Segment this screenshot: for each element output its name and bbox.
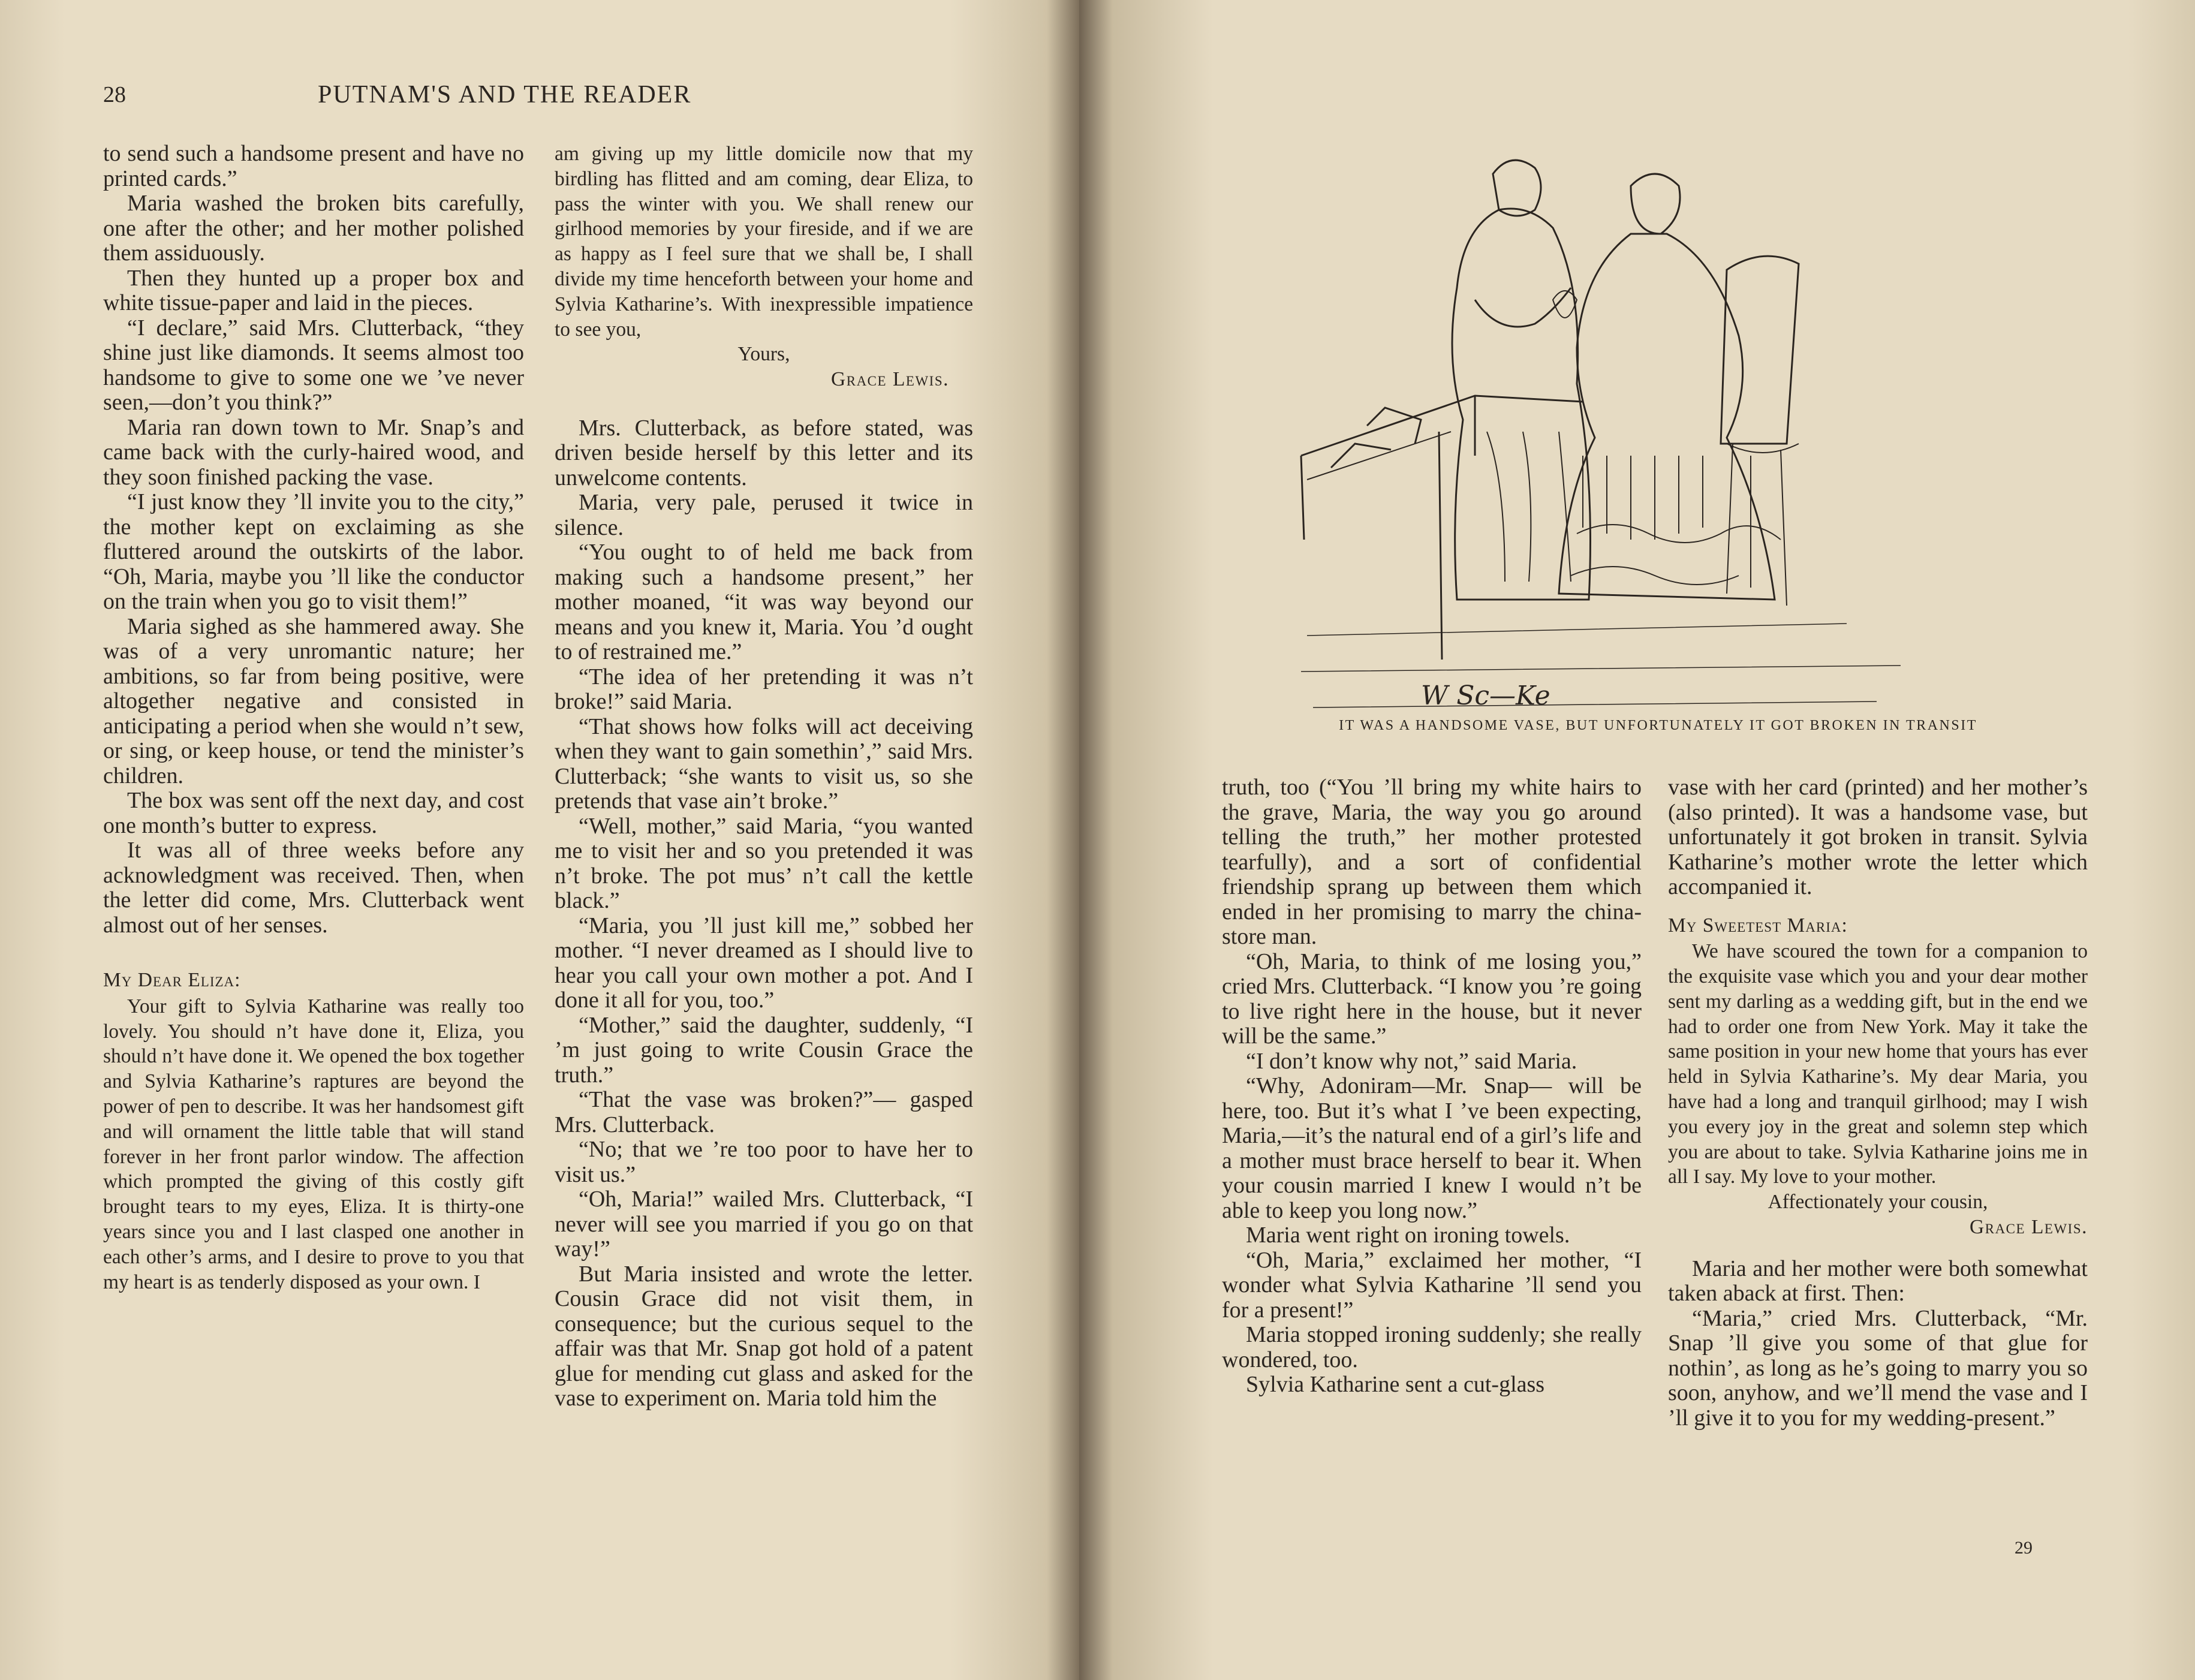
letter-continuation [555,141,973,392]
narrative-block [1668,775,2088,900]
paragraph: “I don’t know why not,” said Maria. [1246,1048,1577,1074]
paragraph: The box was sent off the next day, and cost one month’s butter to express. [103,788,524,838]
paragraph: “I declare,” said Mrs. Clutterback, “they shine just like diamonds. It seems almost too handsome to give to some one we ’ve never seen,—don’t you think?” [103,315,524,415]
narrative-block [103,141,524,938]
letter-signature: Grace Lewis. [1970,1216,2088,1239]
paragraph: “I just know they ’ll invite you to the city,” the mother kept on exclaiming as she fluttered around the outskirts of the labor. “Oh, Maria, maybe you ’ll like the conductor on the train when you go to visit them!” [103,489,524,614]
paragraph: “You ought to of held me back from making such a handsome present,” her mother moaned, “it was way beyond our means and you knew it, Maria. You ’d ought to of restrained me.” [555,540,973,665]
paragraph: Mrs. Clutterback, as before stated, was driven beside herself by this letter and its unwelcome contents. [555,415,973,490]
left-page [0,0,1079,1680]
paragraph: Maria and her mother were both somewhat taken aback at first. Then: [1668,1256,2088,1306]
paragraph: Sylvia Katharine sent a cut-glass [1246,1372,1545,1397]
narrative-block [555,416,973,1411]
letter-body [1668,939,2088,1190]
page-number: 29 [2015,1538,2033,1558]
letter-maria [1668,913,2088,1240]
paragraph: “Maria,” cried Mrs. Clutterback, “Mr. Snap ’ll give you some of that glue for nothin’, as long as he’s going to marry you so soon, anyhow, and we’ll mend the vase and I ’ll give it to you for my wedding-present.” [1668,1305,2088,1431]
page-number: 28 [103,82,126,107]
paragraph: “That shows how folks will act deceiving when they want to gain somethin’,” said Mrs. Clutterback; “she wants to visit us, so she pretends that vase ain’t broke.” [555,713,973,814]
paragraph: “Oh, Maria, to think of me losing you,” cried Mrs. Clutterback. “I know you ’re going to live right here in the house, but it never will be the same.” [1222,949,1642,1049]
paragraph: Maria went right on ironing towels. [1246,1223,1570,1248]
letter-body-cont [555,141,973,342]
letter-body [103,994,524,1295]
artist-signature: W Sc—Ke [1421,681,1550,711]
paragraph: “That the vase was broken?”— gasped Mrs. Clutterback. [555,1087,973,1137]
paragraph: “Well, mother,” said Maria, “you wanted me to visit her and so you pretended it was n’t broke. The pot mus’ n’t call the kettle black.” [555,813,973,914]
paragraph: Maria, very pale, perused it twice in silence. [555,490,973,540]
running-head: PUTNAM'S AND THE READER [318,81,692,109]
illustration [1295,120,1919,719]
letter-salutation: My Sweetest Maria: [1668,914,1848,937]
engraving-two-women-icon [1295,120,1919,719]
paragraph: vase with her card (printed) and her mother’s (also printed). It was a handsome vase, but unfortunately it got broken in transit. Sylvia Katharine’s mother wrote the letter which accompanied it. [1668,775,2088,899]
paragraph: Maria washed the broken bits carefully, one after the other; and her mother polished them assiduously. [103,191,524,266]
letter-closing: Yours, [737,343,790,366]
illustration-caption: IT WAS A HANDSOME VASE, BUT UNFORTUNATELY IT GOT BROKEN IN TRANSIT [1339,718,1977,733]
paragraph: It was all of three weeks before any acknowledgment was received. Then, when the letter did come, Mrs. Clutterback went almost out of her senses. [103,838,524,938]
paragraph: “Maria, you ’ll just kill me,” sobbed her mother. “I never dreamed as I should live to hear you call your own mother a pot. And I done it all for you, too.” [555,913,973,1013]
letter-salutation: My Dear Eliza: [103,969,241,991]
paragraph: Your gift to Sylvia Katharine was really too lovely. You should n’t have done it, Eliza, you should n’t have done it. We opened the box together and Sylvia Katharine’s raptures are beyond the power of pen to describe. It was her handsomest gift and will ornament the little table that will stand forever in her front parlor window. The affection which prompted the giving of this costly gift brought tears to my eyes, Eliza. It is thirty-one years since you and I last clasped one another in each other’s arms, and I desire to prove to you that my heart is as tenderly disposed as your own. I [103,995,524,1293]
narrative-block [1222,775,1642,1398]
paragraph: truth, too (“You ’ll bring my white hairs to the grave, Maria, the way you go around telling the truth,” her mother protested tearfully), and a sort of confidential friendship sprang up between them which ended in her promising to marry the china-store man. [1222,775,1642,949]
left-column-1 [103,141,524,1294]
paragraph: Maria stopped ironing suddenly; she really wondered, too. [1222,1322,1642,1372]
right-column-2 [1668,775,2088,1431]
letter-closing: Affectionately your cousin, [1768,1191,1988,1214]
paragraph: Then they hunted up a proper box and white tissue-paper and laid in the pieces. [103,265,524,315]
paragraph: “Oh, Maria!” wailed Mrs. Clutterback, “I never will see you married if you go on that way!” [555,1187,973,1262]
narrative-block [1668,1257,2088,1431]
paragraph: Maria ran down town to Mr. Snap’s and came back with the curly-haired wood, and they soon finished packing the vase. [103,414,524,490]
paragraph: “No; that we ’re too poor to have her to visit us.” [555,1137,973,1187]
paragraph: “The idea of her pretending it was n’t broke!” said Maria. [555,664,973,715]
right-page [1079,0,2195,1680]
letter-signature: Grace Lewis. [831,368,949,391]
right-column-1 [1222,775,1642,1398]
left-column-2 [555,141,973,1411]
paragraph: Maria sighed as she hammered away. She was of a very unromantic nature; her ambitions, so far from being positive, were altogether negative and consisted in anticipating a period when she would n’t sew, or sing, or keep house, or tend the minister’s children. [103,613,524,788]
paragraph: We have scoured the town for a companion to the exquisite vase which you and your dear mother sent my darling as a wedding gift, but in the end we had to order one from New York. May it take the same position in your new home that yours has ever held in Sylvia Katharine’s. My dear Maria, you have had a long and tranquil girlhood; may I wish you every joy in the great and solemn step which you are about to take. Sylvia Katharine joins me in all I say. My love to your mother. [1668,940,2088,1188]
letter-eliza [103,968,524,1294]
paragraph: “Why, Adoniram—Mr. Snap— will be here, too. But it’s what I ’ve been expecting, Maria,—it’s the natural end of a girl’s life and a mother must brace herself to bear it. When your cousin married I knew I would n’t be able to keep you long now.” [1222,1073,1642,1223]
paragraph: am giving up my little domicile now that my birdling has flitted and am coming, dear Eliza, to pass the winter with you. We shall renew our girlhood memories by your fireside, and if we are as happy as I feel sure that we shall be, I shall divide my time henceforth between your home and Sylvia Katharine’s. With inexpressible impatience to see you, [555,143,973,341]
paragraph: “Mother,” said the daughter, suddenly, “I ’m just going to write Cousin Grace the truth.” [555,1012,973,1088]
paragraph: “Oh, Maria,” exclaimed her mother, “I wonder what Sylvia Katharine ’ll send you for a present!” [1222,1247,1642,1323]
paragraph: But Maria insisted and wrote the letter. Cousin Grace did not visit them, in consequence; but the curious sequel to the affair was that Mr. Snap got hold of a patent glue for mending cut glass and asked for the vase to experiment on. Maria told him the [555,1261,973,1411]
paragraph: to send such a handsome present and have no printed cards.” [103,141,524,191]
